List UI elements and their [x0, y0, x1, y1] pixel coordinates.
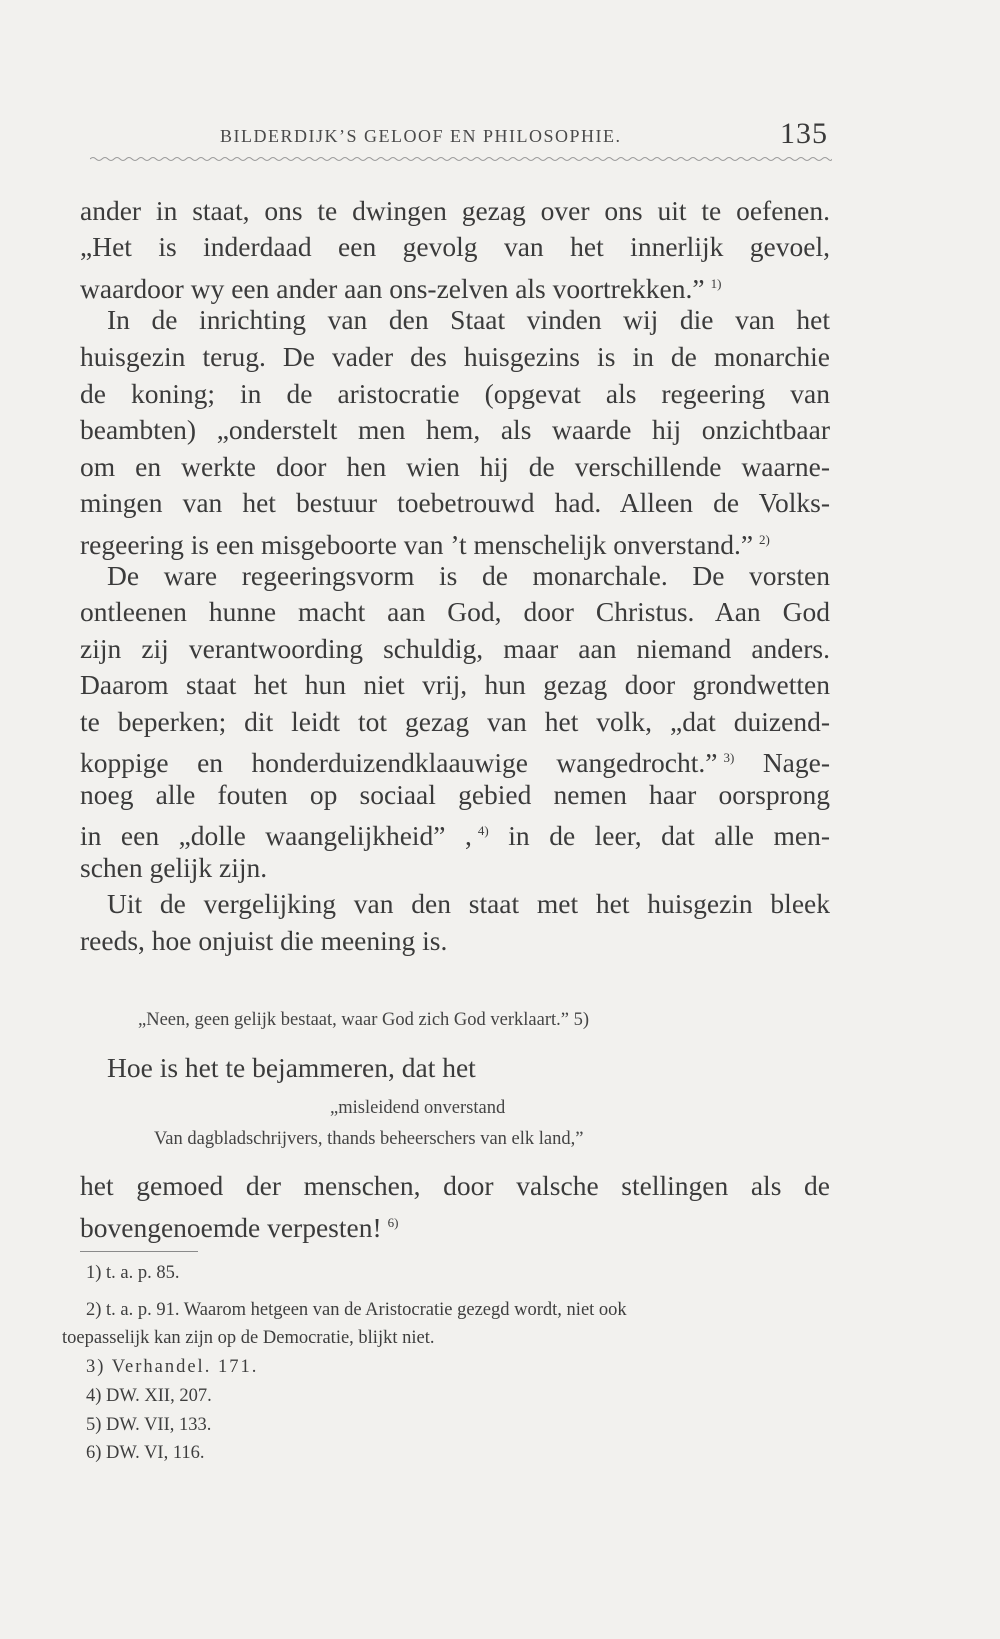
- footnote: 1) t. a. p. 85.: [86, 1263, 180, 1283]
- footnote: toepasselijk kan zijn op de Democratie, blijkt niet.: [62, 1328, 435, 1348]
- footnote-marker: 4): [477, 823, 489, 838]
- page-header: [80, 112, 828, 156]
- text-line: „Het is inderdaad een gevolg van het innerlijk gevoel,: [80, 231, 830, 262]
- running-title: BILDERDIJK’S GELOOF EN PHILOSOPHIE.: [220, 126, 622, 146]
- page-number: 135: [780, 117, 828, 150]
- text-line: beambten) „onderstelt men hem, als waarde hij onzichtbaar: [80, 414, 830, 445]
- footnote: 5) DW. VII, 133.: [86, 1415, 212, 1435]
- text-line: waardoor wy een ander aan ons-zelven als voortrekken.” $^{1)}$: [80, 273, 722, 304]
- text-line: noeg alle fouten op sociaal gebied nemen haar oorsprong: [80, 779, 830, 810]
- footnote: 2) t. a. p. 91. Waarom hetgeen van de Aristocratie gezegd wordt, niet ook: [86, 1300, 627, 1320]
- footnote-marker: 5): [573, 1010, 590, 1030]
- footnote-marker: 1): [710, 276, 722, 291]
- footnote-marker: 6): [387, 1215, 399, 1230]
- verse-quote-line: „misleidend onverstand: [330, 1098, 506, 1118]
- verse-quote: „Neen, geen gelijk bestaat, waar God zich God verklaart.” 5): [138, 1010, 590, 1030]
- text-line: te beperken; dit leidt tot gezag van het volk, „dat duizend-: [80, 706, 830, 737]
- text-line: bovengenoemde verpesten! $^{6)}$: [80, 1212, 399, 1243]
- text-line: het gemoed der menschen, door valsche stellingen als de: [80, 1170, 830, 1201]
- footnote-marker: 3): [723, 750, 735, 765]
- text-line: koppige en honderduizendklaauwige wangedrocht.” $^{3)}$ Nage-: [80, 747, 830, 778]
- footnote: 6) DW. VI, 116.: [86, 1443, 205, 1463]
- text-line: Hoe is het te bejammeren, dat het: [107, 1052, 476, 1083]
- footnote: 4) DW. XII, 207.: [86, 1386, 212, 1406]
- text-line: Daarom staat het hun niet vrij, hun gezag door grondwetten: [80, 669, 830, 700]
- text-line: schen gelijk zijn.: [80, 852, 268, 883]
- text-line: zijn zij verantwoording schuldig, maar aan niemand anders.: [80, 633, 830, 664]
- text-line: de koning; in de aristocratie (opgevat als regeering van: [80, 378, 830, 409]
- wavy-header-rule: [90, 155, 832, 163]
- text-line: ander in staat, ons te dwingen gezag over ons uit te oefenen.: [80, 195, 830, 226]
- text-line: ontleenen hunne macht aan God, door Christus. Aan God: [80, 596, 830, 627]
- text-line: reeds, hoe onjuist die meening is.: [80, 925, 448, 956]
- footnote: 3) Verhandel. 171.: [86, 1357, 259, 1377]
- verse-quote-line: Van dagbladschrijvers, thands beheerschers van elk land,”: [154, 1129, 584, 1149]
- text-line: om en werkte door hen wien hij de verschillende waarne-: [80, 451, 830, 482]
- text-line: in een „dolle waangelijkheid” , $^{4)}$ in de leer, dat alle men-: [80, 820, 831, 851]
- text-line: De ware regeeringsvorm is de monarchale. De vorsten: [107, 560, 830, 591]
- text-line: Uit de vergelijking van den staat met het huisgezin bleek: [107, 888, 830, 919]
- footnote-marker: 2): [759, 532, 770, 547]
- text-line: regeering is een misgeboorte van ’t menschelijk onverstand.” $^{2)}$: [80, 529, 770, 560]
- text-line: huisgezin terug. De vader des huisgezins is in de monarchie: [80, 341, 830, 372]
- text-line: In de inrichting van den Staat vinden wij die van het: [107, 304, 830, 335]
- text-line: mingen van het bestuur toebetrouwd had. Alleen de Volks-: [80, 487, 830, 518]
- footnote-separator: [80, 1251, 198, 1252]
